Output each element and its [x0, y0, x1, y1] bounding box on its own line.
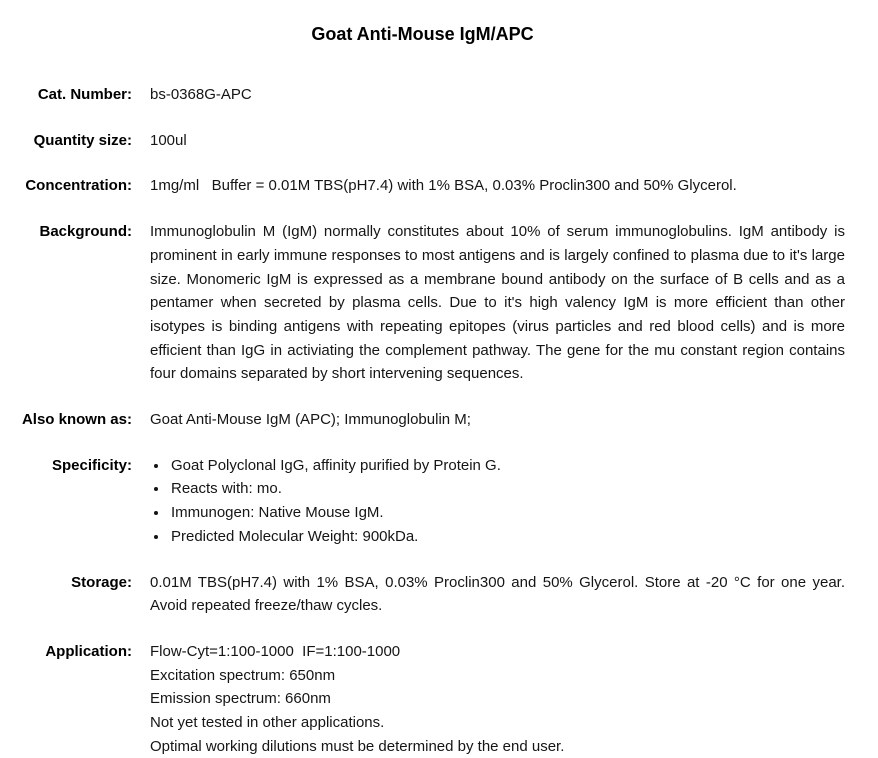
section-storage	[0, 571, 845, 618]
storage-paragraph: 0.01M TBS(pH7.4) with 1% BSA, 0.03% Proclin300 and 50% Glycerol. Store at -20 °C for one year. Avoid repeated freeze/thaw cycles.	[150, 573, 845, 615]
cat-number-label: Cat. Number:	[37, 86, 132, 103]
concentration-value: 1mg/ml Buffer = 0.01M TBS(pH7.4) with 1% BSA, 0.03% Proclin300 and 50% Glycerol.	[150, 177, 737, 195]
storage-label: Storage:	[71, 573, 132, 591]
quantity-size-label: Quantity size:	[33, 131, 132, 149]
section-specificity	[0, 454, 845, 549]
section-also-known-as	[0, 408, 845, 432]
specificity-content	[150, 454, 845, 549]
cat-number-value: bs-0368G-APC	[150, 86, 252, 103]
section-application	[0, 640, 845, 758]
application-content	[150, 640, 845, 758]
list-item: • Predicted Molecular Weight: 900kDa.	[169, 525, 845, 549]
also-known-as-label: Also known as:	[21, 411, 132, 429]
section-background	[0, 220, 845, 386]
section-concentration	[0, 174, 845, 198]
list-item: • Immunogen: Native Mouse IgM.	[169, 501, 845, 525]
page-title: Goat Anti-Mouse IgM/APC	[311, 24, 534, 44]
background-paragraph: Immunoglobulin M (IgM) normally constitutes about 10% of serum immunoglobulins. IgM antibody is prominent in early immune responses to most antigens and is largely confined to plasma due to it's large size. Monomeric IgM is expressed as a membrane bound antibody on the surface of B cells and as a pentamer when secreted by plasma cells. Due to it's high valency IgM is more efficient than other isotypes is binding antigens with repeating epitopes (virus particles and red blood cells) and is more efficient than IgG in activiating the complement pathway. The gene for the mu constant region contains four domains separated by short intervening sequences.	[150, 223, 845, 383]
application-line: Not yet tested in other applications.	[150, 714, 385, 732]
list-item: • Reacts with: mo.	[169, 477, 845, 501]
application-line: Optimal working dilutions must be determined by the end user.	[150, 737, 565, 755]
specificity-label: Specificity:	[51, 456, 132, 474]
specificity-list	[150, 454, 845, 549]
list-item: • Goat Polyclonal IgG, affinity purified by Protein G.	[169, 454, 845, 478]
application-label: Application:	[45, 642, 132, 660]
section-cat-number	[0, 83, 845, 107]
application-line: Flow-Cyt=1:100-1000 IF=1:100-1000	[150, 642, 401, 660]
background-label: Background:	[39, 223, 132, 241]
application-line: Excitation spectrum: 650nm	[150, 666, 336, 684]
also-known-as-value: Goat Anti-Mouse IgM (APC); Immunoglobulin M;	[150, 411, 471, 429]
section-quantity-size	[0, 129, 845, 153]
quantity-size-value: 100ul	[150, 131, 187, 149]
application-line: Emission spectrum: 660nm	[150, 690, 331, 708]
concentration-label: Concentration:	[25, 177, 132, 195]
